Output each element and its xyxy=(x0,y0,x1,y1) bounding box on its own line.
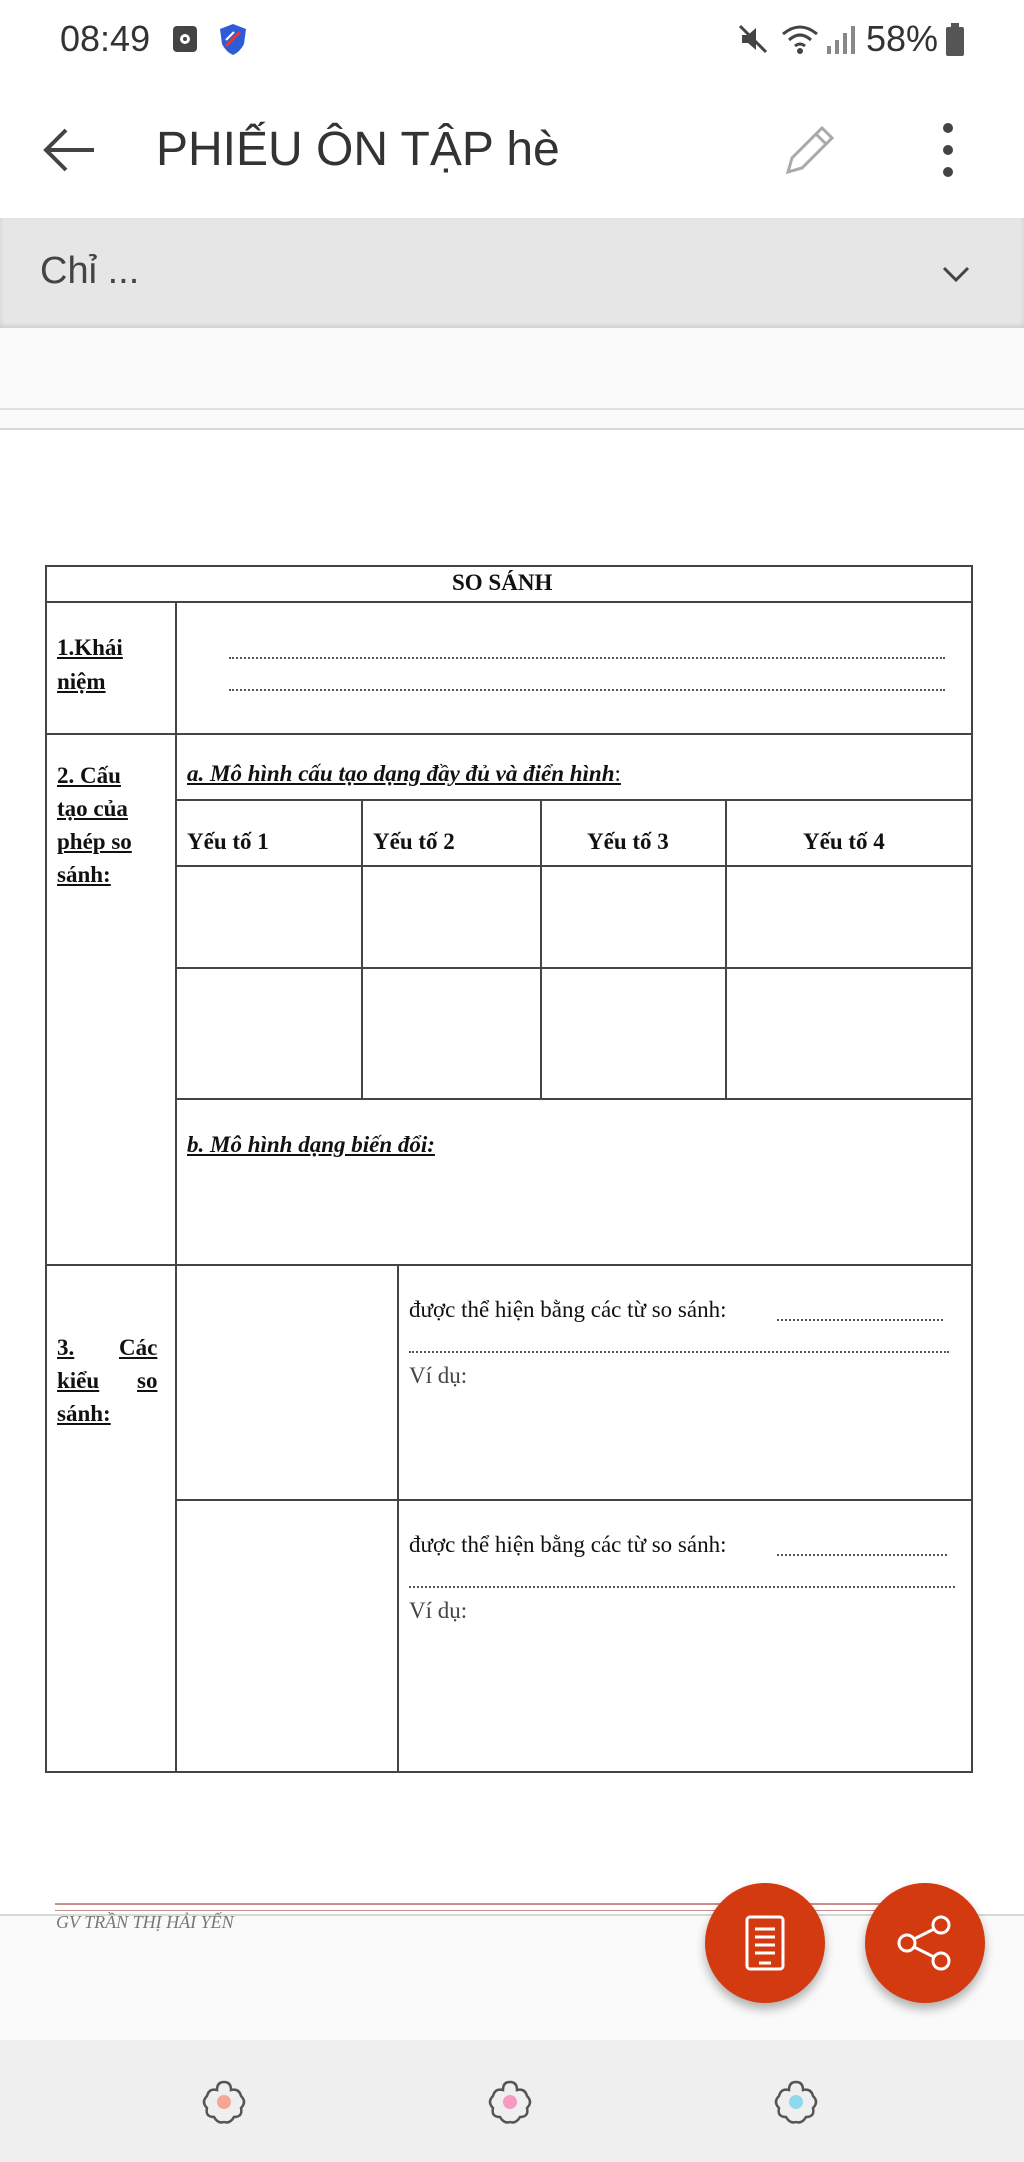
model-b-heading: b. Mô hình dạng biến đổi: xyxy=(187,1132,435,1157)
column-header: Yếu tố 1 xyxy=(187,829,269,854)
app-bar xyxy=(0,80,1024,218)
reader-mode-icon xyxy=(705,1883,825,2003)
status-bar xyxy=(0,0,1024,80)
flower-icon[interactable] xyxy=(198,2076,250,2128)
example-label: Ví dụ: xyxy=(409,1598,468,1623)
row3-label: sánh: xyxy=(57,1401,111,1426)
column-header: Yếu tố 3 xyxy=(587,829,669,854)
column-header: Yếu tố 4 xyxy=(803,829,885,854)
row2-label: phép so xyxy=(57,829,132,854)
compare-text: được thể hiện bằng các từ so sánh: xyxy=(409,1297,727,1322)
reader-mode-button[interactable] xyxy=(705,1883,825,2003)
row3-label: kiểu xyxy=(57,1368,100,1393)
row1-label: niệm xyxy=(57,669,106,694)
footer-author: GV TRẦN THỊ HẢI YẾN xyxy=(56,1912,234,1932)
more-vertical-icon[interactable] xyxy=(928,118,968,182)
flower-center xyxy=(503,2095,517,2109)
flower-icon[interactable] xyxy=(484,2076,536,2128)
battery-percentage: 58% xyxy=(866,18,939,59)
share-icon xyxy=(865,1883,985,2003)
pencil-icon[interactable] xyxy=(778,118,842,182)
compare-text: được thể hiện bằng các từ so sánh: xyxy=(409,1532,727,1557)
shield-app-icon xyxy=(218,22,248,56)
row2-label: 2. Cấu xyxy=(57,763,121,788)
chevron-down-icon[interactable] xyxy=(936,254,976,294)
row2-label: sánh: xyxy=(57,862,111,887)
battery-icon xyxy=(944,22,966,58)
section-selector[interactable] xyxy=(0,218,1024,328)
document-title: PHIẾU ÔN TẬP hè xyxy=(156,123,560,176)
share-button[interactable] xyxy=(865,1883,985,2003)
flower-center xyxy=(789,2095,803,2109)
row2-label: tạo của xyxy=(57,796,128,821)
column-header: Yếu tố 2 xyxy=(373,829,455,854)
screen-record-icon xyxy=(172,22,198,56)
navigation-bar xyxy=(0,2040,1024,2162)
flower-icon[interactable] xyxy=(770,2076,822,2128)
document-page xyxy=(0,428,1024,1932)
flower-center xyxy=(217,2095,231,2109)
status-time: 08:49 xyxy=(60,18,151,59)
row3-label: Các xyxy=(119,1335,158,1360)
row3-label: 3. xyxy=(57,1335,75,1360)
example-label: Ví dụ: xyxy=(409,1363,468,1388)
wifi-icon xyxy=(780,22,820,56)
mute-icon xyxy=(736,22,770,56)
model-a-heading: a. Mô hình cấu tạo dạng đầy đủ và điển hình: xyxy=(187,761,621,786)
comparison-table xyxy=(45,565,973,1773)
row1-label: 1.Khái xyxy=(57,635,123,660)
section-label: Chỉ ... xyxy=(40,250,140,292)
page-separator xyxy=(0,408,1024,410)
table-title: SO SÁNH xyxy=(452,570,553,595)
signal-icon xyxy=(824,22,858,56)
back-arrow-icon[interactable] xyxy=(38,118,102,182)
document-viewer[interactable] xyxy=(0,328,1024,2040)
row3-label: so xyxy=(137,1368,158,1393)
